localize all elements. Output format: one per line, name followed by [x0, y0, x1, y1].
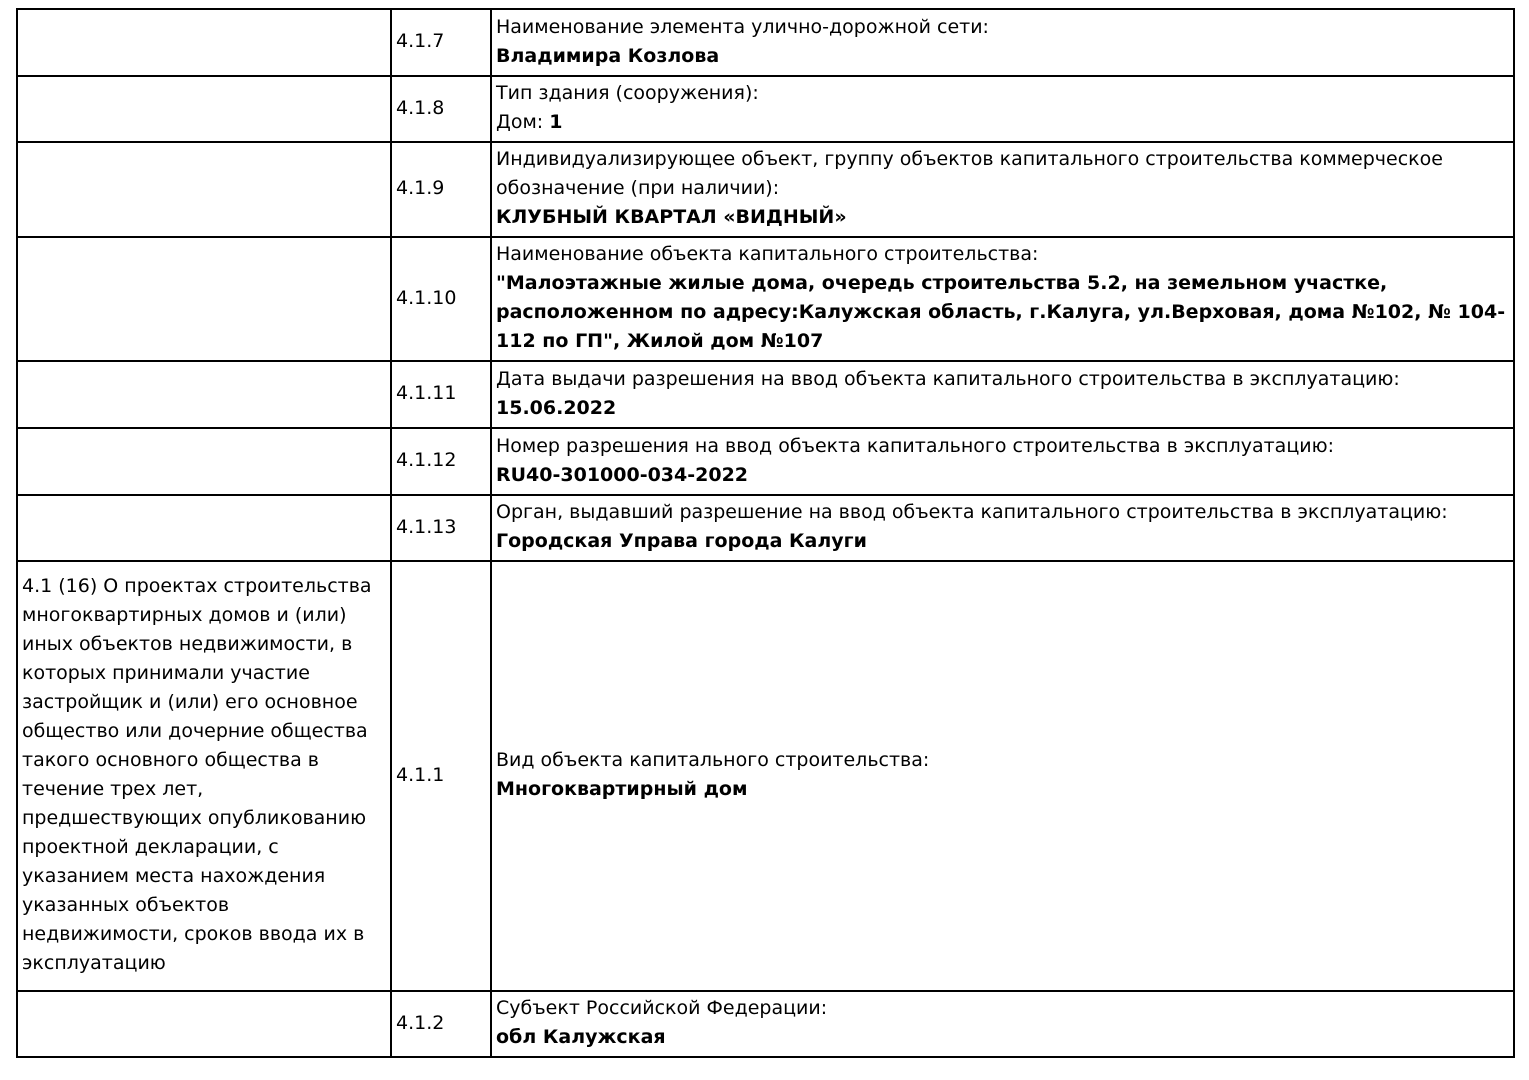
content-cell [491, 561, 1514, 991]
field-value-line [496, 461, 1507, 490]
value-prefix: Дом: [496, 111, 550, 133]
content-cell [491, 76, 1514, 142]
content-cell [491, 428, 1514, 495]
field-label: Наименование объекта капитального строительства: [496, 243, 1039, 265]
field-value: Владимира Козлова [496, 44, 720, 67]
section-cell [17, 9, 391, 76]
row-code: 4.1.10 [396, 286, 457, 309]
field-value: 15.06.2022 [496, 396, 617, 419]
row-code: 4.1.2 [396, 1011, 445, 1034]
field-label: Индивидуализирующее объект, группу объектов капитального строительства коммерческое обозначение (при наличии): [496, 148, 1443, 199]
field-value-line [496, 203, 1507, 232]
field-value-line [496, 394, 1507, 423]
field-value: КЛУБНЫЙ КВАРТАЛ «ВИДНЫЙ» [496, 206, 847, 228]
table-row [17, 9, 1514, 76]
field-label: Дата выдачи разрешения на ввод объекта капитального строительства в эксплуатацию: [496, 367, 1400, 390]
code-cell [391, 991, 491, 1057]
field-value: 1 [549, 111, 563, 133]
field-value-line [496, 42, 1507, 71]
code-cell [391, 495, 491, 561]
field-value: RU40-301000-034-2022 [496, 463, 749, 486]
field-value-line [496, 1023, 1507, 1052]
table-row [17, 561, 1514, 991]
field-value: Многоквартирный дом [496, 778, 748, 800]
section-text: 4.1 (16) О проектах строительства многоквартирных домов и (или) иных объектов недвижимости, в которых принимали участие застройщик и (или) его основное общество или дочерние общества такого основного общества в течение трех лет, предшествующих опубликованию проектной декларации, с указанием места нахождения указанных объектов недвижимости, сроков ввода их в эксплуатацию [22, 575, 372, 974]
content-cell [491, 361, 1514, 428]
code-cell [391, 237, 491, 361]
table-row [17, 237, 1514, 361]
row-code: 4.1.9 [396, 177, 445, 199]
field-value-line [496, 269, 1507, 356]
field-label: Тип здания (сооружения): [496, 82, 759, 104]
content-cell [491, 9, 1514, 76]
code-cell [391, 76, 491, 142]
row-code: 4.1.11 [396, 382, 457, 404]
row-code: 4.1.7 [396, 30, 445, 52]
table-row [17, 428, 1514, 495]
section-cell [17, 991, 391, 1057]
content-cell [491, 991, 1514, 1057]
section-cell [17, 237, 391, 361]
field-value: обл Калужская [496, 1026, 666, 1048]
table-row [17, 361, 1514, 428]
field-value: "Малоэтажные жилые дома, очередь строительства 5.2, на земельном участке, расположенном по адресу:Калужская область, г.Калуга, ул.Верховая, дома №102, № 104-112 по ГП", Жилой дом №107 [496, 272, 1506, 352]
code-cell [391, 361, 491, 428]
row-code: 4.1.12 [396, 449, 457, 471]
section-cell [17, 428, 391, 495]
table-row [17, 142, 1514, 237]
field-value-line [496, 527, 1507, 556]
section-cell [17, 361, 391, 428]
field-label: Субъект Российской Федерации: [496, 997, 828, 1019]
field-label: Номер разрешения на ввод объекта капитального строительства в эксплуатацию: [496, 434, 1334, 457]
field-label: Орган, выдавший разрешение на ввод объекта капитального строительства в эксплуатацию: [496, 501, 1448, 523]
table-row [17, 76, 1514, 142]
row-code: 4.1.1 [396, 763, 445, 786]
section-cell [17, 561, 391, 991]
content-cell [491, 237, 1514, 361]
section-cell [17, 76, 391, 142]
table-row [17, 991, 1514, 1057]
section-cell [17, 495, 391, 561]
field-value: Городская Управа города Калуги [496, 530, 867, 552]
row-code: 4.1.8 [396, 96, 445, 119]
field-value-line [496, 108, 1507, 137]
project-declaration-table [16, 8, 1515, 1058]
field-label: Вид объекта капитального строительства: [496, 749, 930, 771]
code-cell [391, 561, 491, 991]
code-cell [391, 428, 491, 495]
section-cell [17, 142, 391, 237]
row-code: 4.1.13 [396, 515, 457, 538]
field-label: Наименование элемента улично-дорожной сети: [496, 15, 989, 38]
field-value-line [496, 775, 1507, 804]
content-cell [491, 495, 1514, 561]
table-row [17, 495, 1514, 561]
code-cell [391, 142, 491, 237]
content-cell [491, 142, 1514, 237]
code-cell [391, 9, 491, 76]
